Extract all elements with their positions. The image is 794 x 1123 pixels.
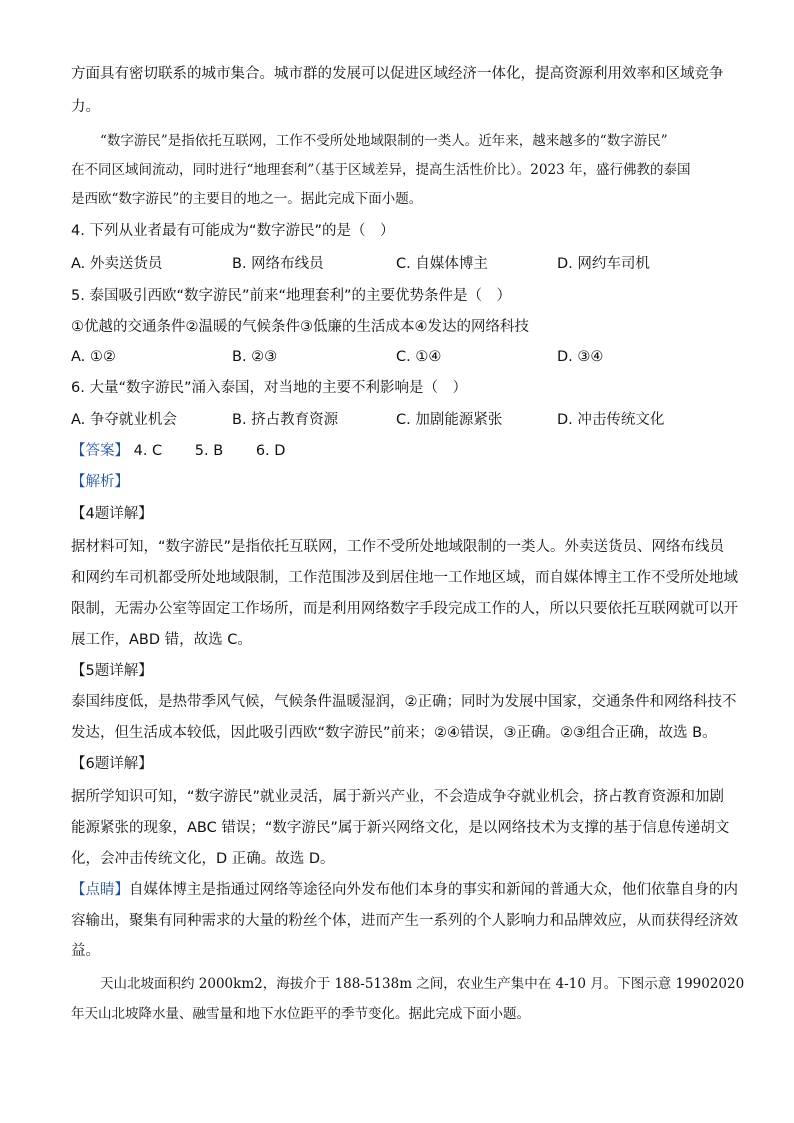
detail-5-line-1: 泰国纬度低，是热带季风气候，气候条件温暖湿润，②正确；同时为发展中国家，交通条件和网络科技不: [71, 694, 737, 710]
question-6-option-d: D. 冲击传统文化: [557, 412, 665, 428]
question-4-option-d: D. 网约车司机: [557, 256, 650, 272]
detail-4-line-2: 和网约车司机都受所处地域限制，工作范围涉及到居住地一工作地区域，而自媒体博主工作不受所处地域: [71, 570, 738, 586]
tip-line-3: 益。: [71, 943, 100, 959]
answer-6: 6. D: [255, 443, 286, 459]
detail-4-line-3: 限制，无需办公室等固定工作场所，而是利用网络数字手段完成工作的人，所以只要依托互联网就可以开: [71, 601, 738, 617]
question-6-option-b: B. 挤占教育资源: [232, 412, 339, 428]
intro-line-2: 力。: [71, 99, 100, 115]
question-5-option-c: C. ①④: [396, 349, 442, 365]
question-6-option-a: A. 争夺就业机会: [71, 412, 177, 428]
question-5-stem: 5. 泰国吸引西欧“数字游民”前来“地理套利”的主要优势条件是（ ）: [71, 288, 511, 304]
answer-4: 4. C: [133, 443, 163, 459]
detail-6-line-3: 化，会冲击传统文化，D 正确。故选 D。: [71, 851, 335, 867]
question-5-option-d: D. ③④: [557, 349, 604, 365]
detail-6-title: 【6题详解】: [71, 756, 153, 772]
tip-line-1: [71, 880, 738, 900]
detail-4-title: 【4题详解】: [71, 506, 153, 522]
question-6-option-c: C. 加剧能源紧张: [396, 412, 503, 428]
detail-5-line-2: 发达，但生活成本较低，因此吸引西欧“数字游民”前来；②④错误，③正确。②③组合正确，故选 B。: [71, 725, 717, 741]
detail-6-line-2: 能源紧张的现象，ABC 错误；“数字游民”属于新兴网络文化，是以网络技术为支撑的基于信息传递胡文: [71, 820, 730, 836]
detail-4-line-1: 据材料可知，“数字游民”是指依托互联网，工作不受所处地域限制的一类人。外卖送货员、网络布线员: [71, 539, 725, 555]
material-2-line-1: 天山北坡面积约 2000km2，海拔介于 188-5138m 之间，农业生产集中在 4-10 月。下图示意 19902020: [100, 976, 745, 992]
material-2-line-2: 年天山北坡降水量、融雪量和地下水位距平的季节变化。据此完成下面小题。: [71, 1006, 530, 1022]
tip-line-2: 容输出，聚集有同种需求的大量的粉丝个体，进而产生一系列的个人影响力和品牌效应，从而获得经济效: [71, 913, 738, 929]
detail-6-line-1: 据所学知识可知，“数字游民”就业灵活，属于新兴产业，不会造成争夺就业机会，挤占教育资源和加剧: [71, 789, 725, 805]
question-5-option-b: B. ②③: [232, 349, 278, 365]
answer-5: 5. B: [194, 443, 224, 459]
question-4-option-a: A. 外卖送货员: [71, 256, 163, 272]
intro-line-1: 方面具有密切联系的城市集合。城市群的发展可以促进区域经济一体化，提高资源利用效率和区域竞争: [71, 66, 724, 82]
analysis-tag: 【解析】: [71, 474, 129, 490]
tip-text-1: 自媒体博主是指通过网络等途径向外发布他们本身的事实和新闻的普通大众，他们依靠自身的内: [129, 882, 738, 898]
material-1-line-1: “数字游民”是指依托互联网，工作不受所处地域限制的一类人。近年来，越来越多的“数字游民”: [100, 133, 668, 149]
material-1-line-3: 是西欧“数字游民”的主要目的地之一。据此完成下面小题。: [71, 191, 423, 207]
question-4-option-c: C. 自媒体博主: [396, 256, 488, 272]
question-4-option-b: B. 网络布线员: [232, 256, 324, 272]
detail-5-title: 【5题详解】: [71, 663, 153, 679]
question-4-stem: 4. 下列从业者最有可能成为“数字游民”的是（ ）: [71, 223, 395, 239]
question-6-stem: 6. 大量“数字游民”涌入泰国，对当地的主要不利影响是（ ）: [71, 380, 467, 396]
answer-line: [71, 441, 313, 461]
tip-tag: 【点睛】: [71, 882, 129, 898]
answer-tag: 【答案】: [71, 443, 129, 459]
material-1-line-2: 在不同区域间流动，同时进行“地理套利”（基于区域差异，提高生活性价比）。2023 年，盛行佛教的泰国: [71, 162, 691, 178]
question-5-option-a: A. ①②: [71, 349, 116, 365]
detail-4-line-4: 展工作，ABD 错，故选 C。: [71, 632, 252, 648]
question-5-conditions: ①优越的交通条件②温暖的气候条件③低廉的生活成本④发达的网络科技: [71, 319, 529, 335]
